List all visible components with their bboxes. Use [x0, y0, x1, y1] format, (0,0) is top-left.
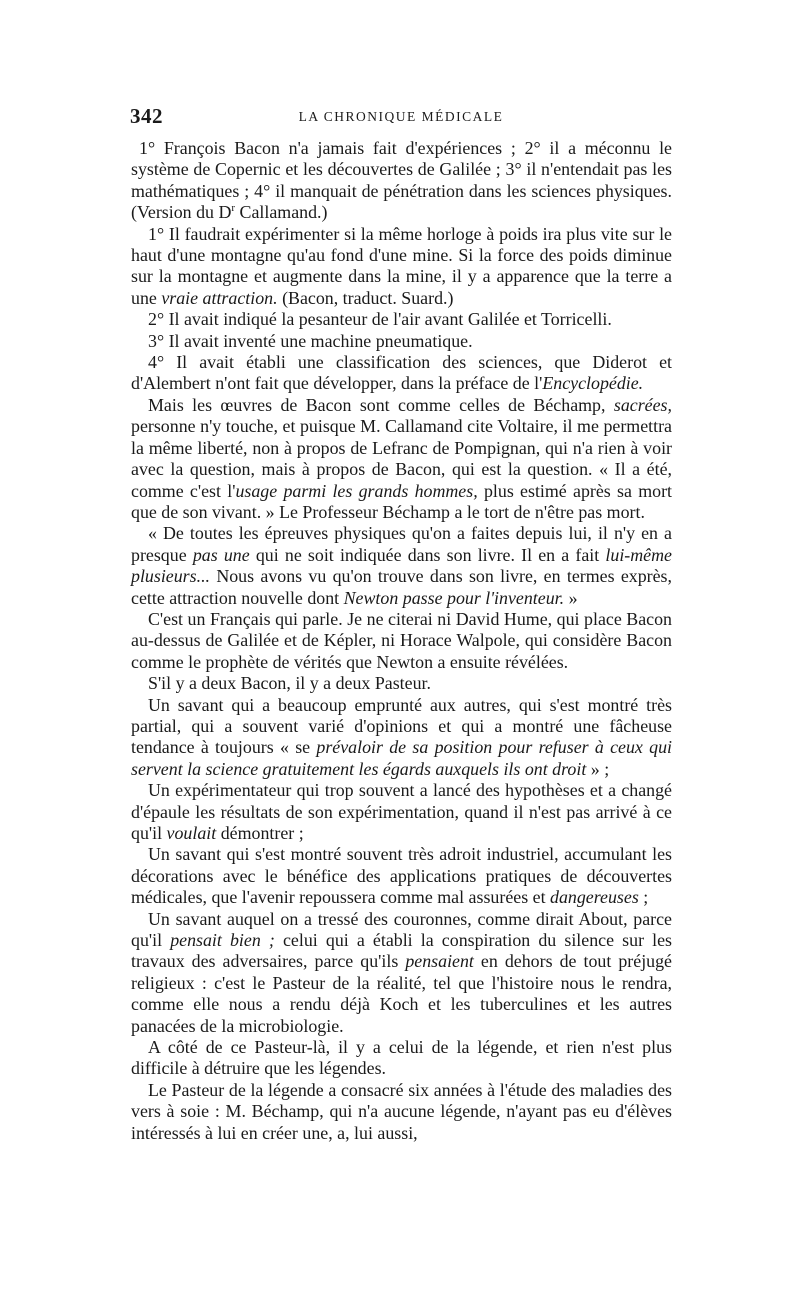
italic-text: sacrées, [613, 394, 672, 415]
paragraph [131, 609, 672, 673]
text-run: » [564, 587, 578, 608]
paragraph [131, 352, 672, 395]
text-run: S'il y a deux Bacon, il y a deux Pasteur. [148, 673, 431, 694]
italic-text: lui-même plusieurs... [131, 544, 672, 587]
italic-text: pensaient [405, 951, 474, 972]
text-run: plus estimé après sa mort que de son vivant. » Le Professeur Béchamp a le tort de n'être pas mort. [131, 480, 672, 522]
text-run: A côté de ce Pasteur-là, il y a celui de la légende, et rien n'est plus difficile à détruire que les légendes. [131, 1037, 672, 1079]
text-run: qui ne soit indiquée dans son livre. Il en a fait [249, 544, 606, 565]
text-run: Un savant qui a beaucoup emprunté aux autres, qui s'est montré très partial, qui a souvent varié d'opinions et qui a montré une fâcheuse tendance à toujours « se [131, 694, 672, 758]
text-run: Un savant auquel on a tressé des couronnes, comme dirait About, parce qu'il [131, 908, 672, 951]
italic-text: Newton passe pour l'inventeur. [343, 587, 565, 608]
paragraph [131, 780, 672, 844]
text-run: en dehors de tout préjugé religieux : c'est le Pasteur de la réalité, tel que l'histoire nous le rendra, comme elle nous a rendu déjà Koch et les tuberculines et les autres panacées de la microbiologie. [131, 951, 672, 1036]
paragraph [131, 331, 672, 352]
text-run: 2° Il avait indiqué la pesanteur de l'air avant Galilée et Torricelli. [148, 309, 612, 330]
text-run: Mais les œuvres de Bacon sont comme celles de Béchamp, [148, 394, 614, 415]
paragraph [131, 909, 672, 1037]
paragraph [131, 395, 672, 523]
italic-text: dangereuses [550, 887, 639, 908]
text-run: démontrer ; [216, 823, 304, 843]
italic-text: vraie attraction. [161, 287, 278, 308]
paragraph [131, 673, 672, 694]
text-run: 3° Il avait inventé une machine pneumatique. [148, 330, 473, 351]
text-run: ; [638, 887, 649, 908]
italic-text: pensait bien ; [170, 930, 275, 951]
text-run: « De toutes les épreuves physiques qu'on a faites depuis lui, il n'y en a presque [131, 523, 672, 565]
running-title: LA CHRONIQUE MÉDICALE [298, 109, 504, 124]
page-number: 342 [130, 104, 163, 128]
paragraph [131, 309, 672, 330]
text-run: Nous avons vu qu'on trouve dans son livre, en termes exprès, cette attraction nouvelle dont [131, 566, 672, 608]
text-run: personne n'y touche, et puisque M. Callamand cite Voltaire, il me permettra la même liberté, non à propos de Lefranc de Pompignan, qui n'a rien à voir avec la question, mais à propos de Bacon, qui est la question. « Il a été, comme c'est l' [131, 416, 672, 501]
text-run: Callamand.) [235, 202, 328, 223]
text-run: 1° François Bacon n'a jamais fait d'expériences ; 2° il a méconnu le système de Copernic et les découvertes de Galilée ; 3° il n'entendait pas les mathématiques ; 4° il manquait de pénétration dans les sciences physiques. (Version du D [131, 138, 672, 223]
paragraph [131, 138, 672, 224]
paragraph [131, 1037, 672, 1080]
text-run: » ; [586, 758, 610, 779]
body-text [131, 138, 672, 1144]
paragraph [131, 523, 672, 609]
text-run: 4° Il avait établi une classification des sciences, que Diderot et d'Alembert n'ont fait que développer, dans la préface de l' [131, 352, 672, 394]
text-run: celui qui a établi la conspiration du silence sur les travaux des adversaires, parce qu'ils [131, 930, 673, 972]
italic-text: usage parmi les grands hommes, [235, 480, 478, 501]
page-header [130, 104, 672, 134]
italic-text: Encyclopédie. [542, 373, 644, 394]
text-run: (Bacon, traduct. Suard.) [277, 287, 454, 308]
text-run: C'est un Français qui parle. Je ne citerai ni David Hume, qui place Bacon au-dessus de Galilée et de Képler, ni Horace Walpole, qui considère Bacon comme le prophète de vérités que Newton a ensuite révélées. [131, 608, 672, 672]
italic-text: prévaloir de sa position pour refuser à ceux qui servent la science gratuitement les égards auxquels ils ont droit [131, 737, 672, 779]
text-run: Un expérimentateur qui trop souvent a lancé des hypothèses et a changé d'épaule les résultats de son expérimentation, quand il n'est pas arrivé à ce qu'il [131, 780, 672, 843]
italic-text: voulait [166, 823, 217, 843]
paragraph [131, 695, 672, 781]
superscript-text: r [231, 202, 236, 215]
paragraph [131, 224, 672, 310]
paragraph [131, 844, 672, 908]
text-run: Le Pasteur de la légende a consacré six années à l'étude des maladies des vers à soie : M. Béchamp, qui n'a aucune légende, n'ayant pas eu d'élèves intéressés à lui en créer une, a, lui aussi, [131, 1079, 672, 1143]
paragraph [131, 1080, 672, 1144]
text-run: 1° Il faudrait expérimenter si la même horloge à poids ira plus vite sur le haut d'une montagne qu'au fond d'une mine. Si la force des poids diminue sur la montagne et augmente dans la mine, il y a apparence que la terre a une [131, 223, 672, 308]
italic-text: pas une [192, 544, 250, 565]
text-run: Un savant qui s'est montré souvent très adroit industriel, accumulant les décorations avec le bénéfice des applications pratiques de découvertes médicales, que l'avenir repoussera comme mal assurées et [131, 844, 672, 908]
